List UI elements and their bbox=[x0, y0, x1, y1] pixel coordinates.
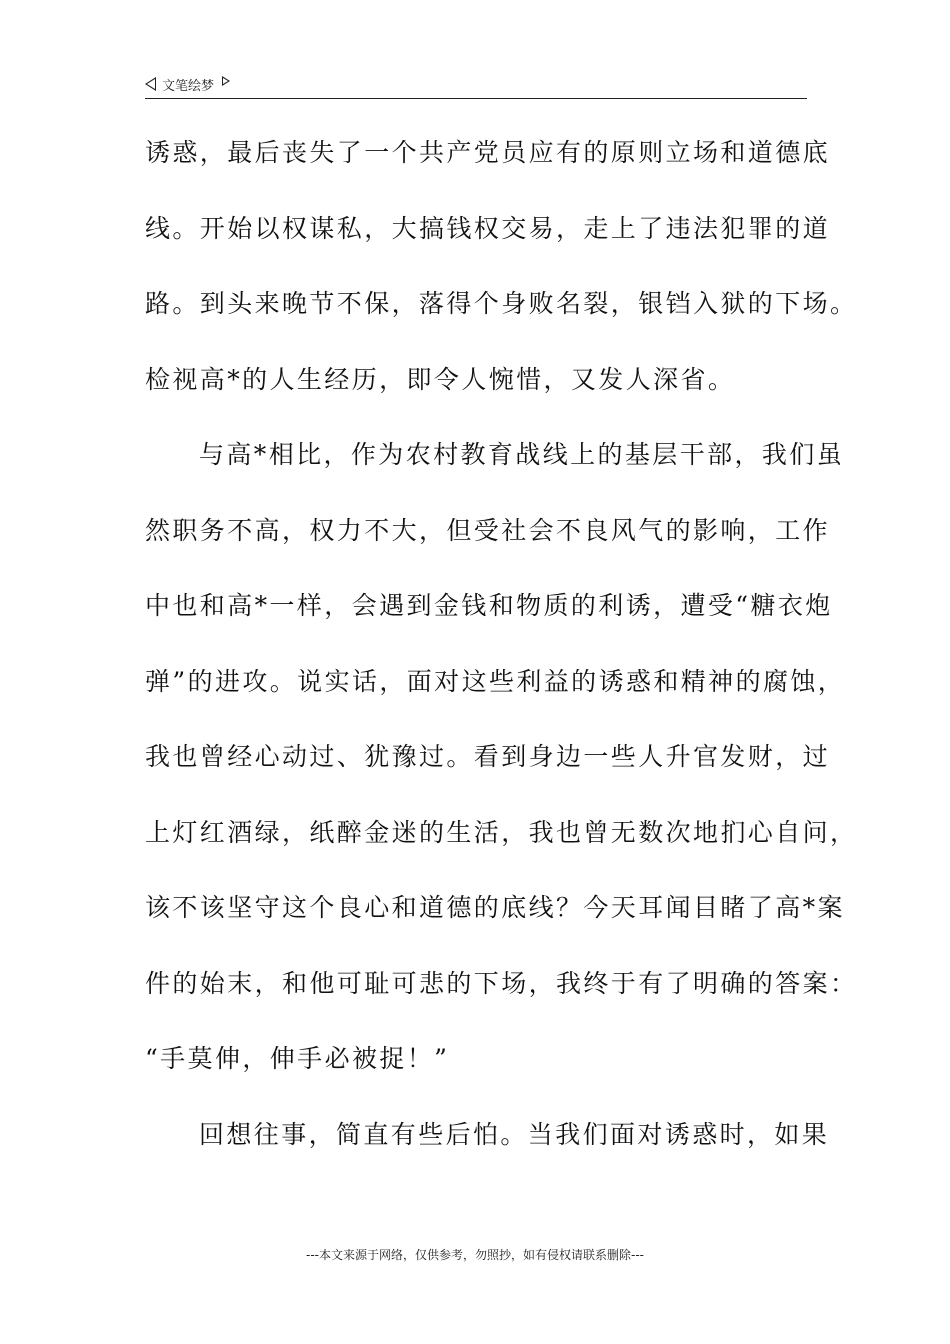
text-line: 上灯红酒绿，纸醉金迷的生活，我也曾无数次地扪心自问， bbox=[145, 817, 858, 847]
text-line: 诱惑，最后丧失了一个共产党员应有的原则立场和道德底 bbox=[145, 138, 831, 167]
text-line: 中也和高*一样，会遇到金钱和物质的利诱，遭受“糖衣炮 bbox=[145, 591, 833, 620]
header-bar bbox=[145, 72, 807, 96]
document-body bbox=[145, 128, 858, 1185]
text-line: 然职务不高，权力不大，但受社会不良风气的影响，工作 bbox=[145, 515, 831, 545]
text-line: 该不该坚守这个良心和道德的底线？今天耳闻目睹了高*案 bbox=[145, 893, 845, 922]
triangle-left-icon bbox=[145, 77, 156, 91]
footer-notice: ---本文来源于网络，仅供参考，勿照抄，如有侵权请联系删除--- bbox=[306, 1248, 644, 1262]
text-line: 检视高*的人生经历，即令人惋惜，又发人深省。 bbox=[145, 364, 736, 394]
paragraph-start-line: 回想往事，简直有些后怕。当我们面对诱惑时，如果 bbox=[199, 1119, 830, 1149]
text-line: “手莫伸，伸手必被捉！” bbox=[145, 1044, 450, 1073]
triangle-right-icon bbox=[222, 76, 230, 86]
text-line: 线。开始以权谋私，大搞钱权交易，走上了违法犯罪的道 bbox=[145, 213, 831, 243]
header-brand: 文笔绘梦 bbox=[162, 78, 215, 94]
paragraph-start-line: 与高*相比，作为农村教育战线上的基层干部，我们虽 bbox=[199, 440, 845, 469]
text-line: 弹”的进攻。说实话，面对这些利益的诱惑和精神的腐蚀， bbox=[145, 666, 846, 696]
text-line: 件的始末，和他可耻可悲的下场，我终于有了明确的答案： bbox=[145, 968, 858, 998]
page-header bbox=[145, 72, 807, 99]
text-line: 我也曾经心动过、犹豫过。看到身边一些人升官发财，过 bbox=[145, 742, 831, 771]
text-line: 路。到头来晚节不保，落得个身败名裂，银铛入狱的下场。 bbox=[145, 289, 858, 318]
